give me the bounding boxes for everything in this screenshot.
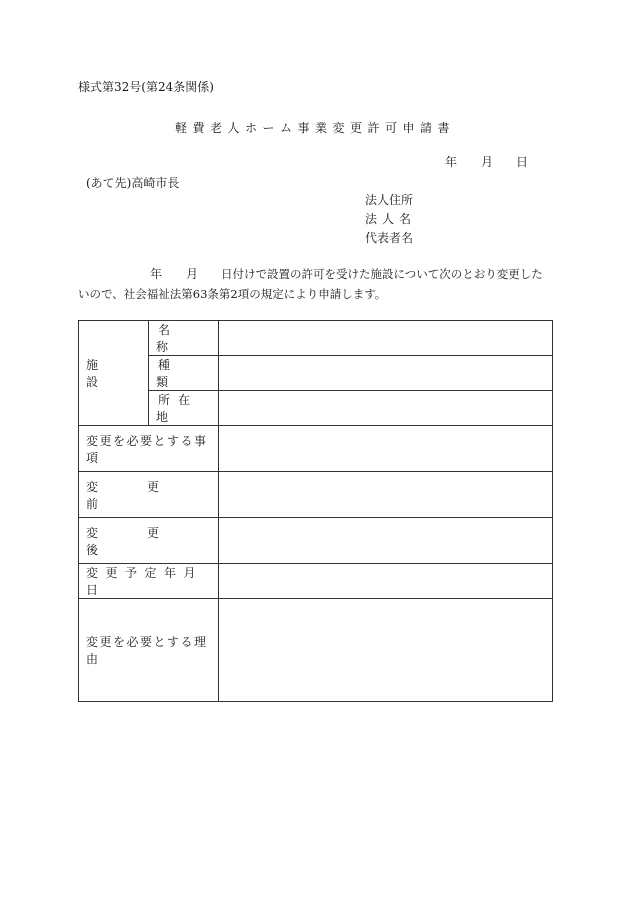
- date-year-label: 年: [445, 155, 458, 169]
- matters-label: 変更を必要とする事項: [86, 433, 208, 465]
- name-label: 名称: [156, 323, 201, 354]
- application-form-table: [78, 320, 553, 702]
- after-label-cell: [79, 518, 219, 564]
- matters-value[interactable]: [219, 426, 553, 472]
- reason-label-cell: [79, 599, 219, 702]
- body-line1: 日付けで設置の許可を受けた施設について次のとおり変更した: [221, 267, 543, 281]
- before-value[interactable]: [219, 472, 553, 518]
- location-label-cell: [149, 391, 219, 426]
- after-label: 変更後: [86, 525, 209, 557]
- facility-name-value[interactable]: [219, 321, 553, 356]
- type-label-cell: [149, 356, 219, 391]
- document-title: 軽費老人ホーム事業変更許可申請書: [175, 121, 456, 135]
- reason-label: 変更を必要とする理由: [86, 635, 208, 666]
- reason-value[interactable]: [219, 599, 553, 702]
- date-month-label: 月: [481, 155, 494, 169]
- addressee: (あて先)高崎市長: [86, 176, 180, 190]
- body-line2: いので、社会福祉法第63条第2項の規定により申請します。: [78, 287, 387, 301]
- applicant-address-label: 法人住所: [365, 193, 414, 207]
- scheduled-date-label: 変更予定年月日: [86, 566, 204, 597]
- before-label-cell: [79, 472, 219, 518]
- facility-label-text: 施設: [86, 358, 137, 389]
- body-month: 月: [186, 267, 199, 281]
- after-value[interactable]: [219, 518, 553, 564]
- facility-type-value[interactable]: [219, 356, 553, 391]
- body-year: 年: [150, 267, 163, 281]
- matters-label-cell: [79, 426, 219, 472]
- date-day-label: 日: [516, 155, 529, 169]
- scheduled-date-value[interactable]: [219, 564, 553, 599]
- scheduled-date-label-cell: [79, 564, 219, 599]
- facility-label: [86, 356, 145, 390]
- type-label: 種類: [156, 358, 201, 389]
- facility-label-cell: [79, 321, 149, 426]
- applicant-name-label: 法人名: [365, 212, 417, 226]
- name-label-cell: [149, 321, 219, 356]
- facility-location-value[interactable]: [219, 391, 553, 426]
- form-number: 様式第32号(第24条関係): [78, 80, 214, 94]
- location-label: 所在地: [156, 393, 199, 424]
- before-label: 変更前: [86, 479, 209, 511]
- applicant-representative-label: 代表者名: [365, 231, 414, 245]
